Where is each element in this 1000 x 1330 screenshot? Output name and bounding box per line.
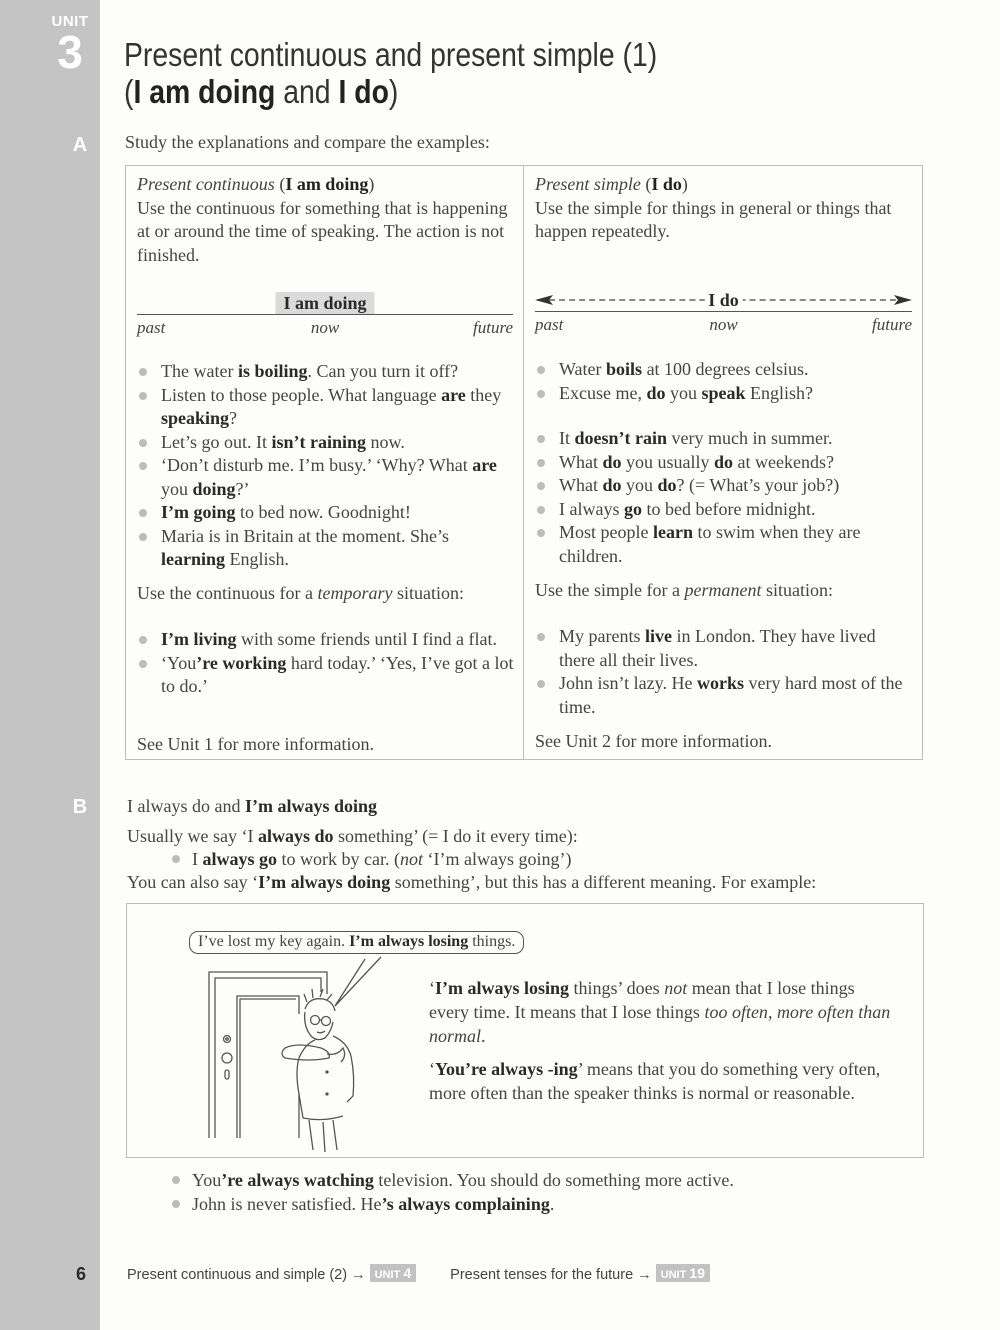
bold-run: ’re always watching: [221, 1170, 374, 1190]
bullet-icon: [172, 855, 180, 863]
text-run: ‘Don’t disturb me. I’m busy.’ ‘Why? What: [161, 455, 473, 475]
text-run: ‘I’m always going’): [423, 849, 572, 869]
text-run: My parents: [559, 626, 645, 646]
unit-badge: [656, 1264, 710, 1282]
timeline-future: future: [473, 318, 513, 337]
text-run: ,: [767, 1002, 777, 1022]
italic-run: too often: [704, 1002, 768, 1022]
timeline-past: past: [137, 318, 166, 337]
text-run: ?’: [235, 478, 250, 499]
timeline-dashed-arrow: [535, 291, 912, 309]
bullet-icon: [139, 509, 147, 517]
example-item: [535, 625, 914, 672]
text-run: Let’s go out. It: [161, 431, 272, 452]
example-item: [535, 672, 914, 719]
text-run: .: [549, 1194, 555, 1214]
bullet-icon: [537, 529, 545, 537]
example-text: [559, 475, 839, 495]
text-run: television. You should do something more active.: [373, 1170, 734, 1190]
unit-label: UNIT: [51, 13, 89, 30]
example-text: [161, 432, 405, 452]
footer-link-unit-4[interactable]: [127, 1267, 416, 1283]
text-run: something’ (= I do it every time):: [333, 826, 578, 846]
bold-run: speaking: [161, 408, 230, 428]
footer-cross-references: [127, 1265, 710, 1283]
example-item: [137, 628, 515, 652]
bold-run: I’m going: [161, 502, 236, 522]
example-text: [192, 1194, 554, 1214]
column-description: Use the continuous for something that is happening at or around the time of speaking. The action is not finished.: [137, 197, 508, 265]
column-heading: [535, 173, 911, 197]
example-text: [161, 455, 497, 499]
permanent-examples: [535, 625, 914, 719]
text-run: The water: [161, 361, 238, 381]
explanation-paragraph-2: [429, 1057, 899, 1105]
title-bold-continuous: I am doing: [133, 73, 276, 110]
timeline-axis: [535, 311, 912, 312]
cartoon-explanation: [429, 976, 899, 1114]
bold-run: is boiling: [237, 361, 308, 381]
permanent-situation-note: [535, 579, 914, 603]
example-item: [535, 474, 914, 498]
note-italic: permanent: [684, 580, 762, 600]
title-and: and: [275, 73, 339, 110]
section-b-example: [172, 849, 571, 870]
bullet-icon: [139, 533, 147, 541]
example-item: [535, 498, 914, 522]
bold-run: do: [602, 475, 622, 495]
text-run: at weekends?: [733, 451, 834, 472]
section-b-heading: [127, 796, 377, 817]
heading-bold: I am doing: [285, 174, 369, 194]
example-text: [161, 502, 411, 522]
example-text: [559, 452, 834, 472]
paren: (: [124, 73, 134, 110]
text-run: I: [192, 849, 203, 869]
text-run: very much in summer.: [667, 428, 833, 448]
text-run: at 100 degrees celsius.: [642, 359, 809, 379]
text-run: Excuse me,: [559, 382, 647, 403]
text-run: you: [621, 475, 658, 495]
paren: (: [274, 174, 286, 194]
text-run: What: [559, 475, 603, 495]
link-text: Present tenses for the future →: [450, 1267, 652, 1283]
simple-timeline: [535, 289, 912, 334]
bullet-icon: [537, 459, 545, 467]
text-run: Maria is in Britain at the moment. She’s: [161, 525, 449, 546]
bullet-icon: [537, 366, 545, 374]
example-item: [137, 501, 515, 525]
text-run: to bed now. Goodnight!: [235, 502, 411, 522]
example-text: [559, 383, 813, 403]
text-run: you: [161, 478, 193, 499]
timeline-label: I am doing: [275, 292, 374, 314]
bold-run: doesn’t rain: [574, 428, 668, 448]
timeline-now: now: [709, 315, 738, 334]
bold-run: I’m always losing: [435, 978, 570, 998]
bold-run: You’re always -ing: [435, 1059, 578, 1079]
heading-bold: I do: [651, 174, 682, 194]
badge-number: 19: [689, 1265, 705, 1281]
example-text: [559, 673, 902, 717]
text-run: You can also say ‘: [127, 872, 259, 892]
example-item: [535, 427, 914, 451]
text-run: Usually we say ‘I: [127, 826, 258, 846]
cartoon-box: [126, 903, 924, 1158]
unit-badge: [370, 1264, 417, 1282]
text-run: you: [665, 382, 702, 403]
simple-examples-repeated: [535, 427, 914, 568]
badge-word: UNIT: [374, 1269, 401, 1281]
paren: ): [388, 73, 399, 110]
example-text: [161, 653, 514, 697]
column-heading: [137, 173, 512, 197]
example-item: [535, 358, 914, 382]
bold-run: are: [472, 455, 497, 475]
text-run: with some friends until I find a flat.: [236, 629, 497, 649]
title-line-2: [124, 73, 657, 110]
text-run: in London. They have lived there all their lives.: [559, 626, 876, 670]
example-text: [192, 1170, 734, 1190]
example-text: [161, 361, 458, 381]
text-run: ‘: [429, 978, 435, 998]
bold-run: always go: [202, 849, 278, 869]
note-text: Use the continuous for a: [137, 583, 318, 603]
text-run: Listen to those people. What language: [161, 384, 442, 405]
paren: ): [368, 174, 375, 194]
bold-run: go: [623, 498, 642, 519]
text-run: It: [559, 428, 575, 448]
link-text: Present continuous and simple (2) →: [127, 1267, 366, 1283]
text-run: they: [465, 384, 502, 405]
paren: ): [681, 174, 688, 194]
bold-run: I’m always doing: [244, 796, 378, 816]
bold-run: learn: [653, 522, 693, 542]
text-run: ?: [229, 408, 238, 428]
bold-run: ’s always complaining: [381, 1194, 550, 1214]
continuous-timeline: [137, 292, 513, 337]
bold-run: do: [646, 382, 666, 403]
example-item: [535, 451, 914, 475]
italic-run: not: [399, 849, 423, 869]
bold-run: doing: [192, 478, 236, 499]
text-run: mean that I lose things every time. It means that I lose things: [429, 978, 855, 1022]
example-item: [535, 382, 914, 406]
bullet-icon: [172, 1176, 180, 1184]
heading-italic: Present continuous: [137, 174, 275, 194]
example-item: [137, 652, 515, 699]
example-text: [559, 522, 860, 566]
temporary-examples: [137, 628, 515, 699]
timeline-now: now: [310, 318, 340, 337]
text-run: now.: [366, 431, 405, 452]
text-run: I always: [559, 498, 624, 519]
example-item: [137, 454, 515, 501]
bold-run: works: [696, 673, 744, 693]
page-number: 6: [75, 1264, 86, 1284]
text-run: You: [192, 1170, 222, 1190]
bold-run: isn’t raining: [271, 431, 367, 452]
example-text: [192, 849, 571, 869]
bullet-icon: [537, 390, 545, 398]
text-run: I’ve lost my key again.: [198, 933, 350, 950]
title-line-1: Present continuous and present simple (1): [124, 36, 658, 73]
example-text: [559, 359, 809, 379]
bold-run: do: [602, 451, 622, 472]
unit-number: 3: [57, 26, 83, 78]
bullet-icon: [537, 435, 545, 443]
explanation-paragraph-1: [429, 976, 899, 1048]
present-simple-column: [524, 166, 922, 759]
text-run: English.: [225, 549, 290, 569]
comparison-box: [125, 165, 923, 760]
text-run: Water: [559, 359, 607, 379]
text-run: English?: [745, 382, 813, 403]
text-run: .: [481, 1026, 486, 1046]
text-run: I always do: [127, 796, 210, 816]
text-run: . Can you turn it off?: [307, 361, 459, 381]
unit-sidebar: [0, 0, 100, 1330]
bold-run: I’m always losing: [349, 933, 469, 950]
section-a-intro: Study the explanations and compare the examples:: [125, 132, 490, 152]
text-run: ‘: [429, 1059, 435, 1079]
section-a-marker: A: [72, 134, 88, 156]
note-text: situation:: [392, 583, 464, 603]
bold-run: are: [441, 384, 466, 405]
text-run: hard today.’ ‘Yes, I’ve got a lot to do.’: [161, 652, 514, 696]
present-continuous-column: [126, 166, 524, 759]
bullet-icon: [537, 680, 545, 688]
example-item: [137, 431, 515, 455]
text-run: you usually: [621, 451, 714, 472]
text-run: to bed before midnight.: [641, 498, 816, 519]
bold-run: always do: [257, 826, 334, 846]
text-run: ? (= What’s your job?): [676, 475, 840, 495]
timeline-label: I do: [704, 289, 743, 313]
speech-bubble: [189, 931, 524, 954]
bullet-icon: [139, 368, 147, 376]
bold-run: live: [644, 626, 672, 646]
example-item: [137, 384, 515, 431]
note-text: situation:: [761, 580, 833, 600]
bullet-icon: [139, 660, 147, 668]
page-title: [124, 36, 657, 110]
bullet-icon: [139, 636, 147, 644]
footer-link-unit-19[interactable]: [450, 1267, 710, 1283]
timeline-future: future: [872, 315, 912, 334]
text-run: to work by car. (: [277, 849, 400, 869]
badge-word: UNIT: [660, 1269, 687, 1281]
bold-run: speak: [701, 382, 746, 403]
bold-run: boils: [606, 359, 643, 379]
section-b-line-2: [127, 872, 816, 893]
timeline-past: past: [535, 315, 564, 334]
bullet-icon: [172, 1200, 180, 1208]
text-run: John isn’t lazy. He: [559, 673, 697, 693]
bottom-example-1: [172, 1170, 734, 1191]
text-run: things.: [468, 933, 516, 950]
example-item: [535, 521, 914, 568]
bullet-icon: [537, 633, 545, 641]
text-run: things’ does: [569, 978, 665, 998]
bold-run: do: [714, 451, 734, 472]
title-bold-simple: I do: [338, 73, 389, 110]
see-unit-2-link[interactable]: See Unit 2 for more information.: [535, 731, 772, 751]
text-run: Most people: [559, 522, 653, 542]
example-item: [137, 360, 515, 384]
section-b-line-1: [127, 826, 578, 847]
see-unit-1-link[interactable]: See Unit 1 for more information.: [137, 734, 374, 754]
bold-run: ’re working: [196, 652, 287, 673]
example-item: [137, 525, 515, 572]
temporary-situation-note: [137, 582, 515, 606]
example-text: [559, 626, 876, 670]
note-italic: temporary: [317, 583, 393, 603]
bold-run: do: [657, 475, 677, 495]
italic-run: more often than normal: [429, 1002, 891, 1046]
text-run: and: [209, 796, 245, 816]
text-run: something’, but this has a different meaning. For example:: [390, 872, 817, 892]
note-text: Use the simple for a: [535, 580, 685, 600]
example-text: [161, 629, 497, 649]
example-text: [559, 428, 833, 448]
heading-italic: Present simple: [535, 174, 641, 194]
bullet-icon: [139, 439, 147, 447]
italic-run: not: [664, 978, 688, 998]
bullet-icon: [139, 462, 147, 470]
bold-run: I’m living: [161, 629, 237, 649]
continuous-examples: [137, 360, 515, 572]
simple-examples-general: [535, 358, 914, 405]
bold-run: I’m always doing: [258, 872, 391, 892]
paren: (: [640, 174, 652, 194]
bullet-icon: [139, 392, 147, 400]
bullet-icon: [537, 482, 545, 490]
example-text: [161, 385, 501, 429]
text-run: ‘You: [161, 652, 197, 673]
text-run: to swim when they are children.: [559, 522, 861, 566]
column-description: Use the simple for things in general or things that happen repeatedly.: [535, 197, 892, 241]
timeline-axis: [137, 314, 513, 315]
text-run: very hard most of the time.: [559, 673, 903, 717]
text-run: What: [559, 451, 603, 472]
example-text: [559, 499, 815, 519]
badge-number: 4: [403, 1265, 412, 1281]
section-b-marker: B: [72, 796, 88, 818]
bold-run: learning: [161, 549, 226, 569]
bottom-example-2: [172, 1194, 554, 1215]
text-run: ’ means that you do something very often, more often than the speaker thinks is normal or reasonable.: [429, 1059, 881, 1103]
text-run: John is never satisfied. He: [192, 1194, 382, 1214]
example-text: [161, 526, 449, 570]
bullet-icon: [537, 506, 545, 514]
